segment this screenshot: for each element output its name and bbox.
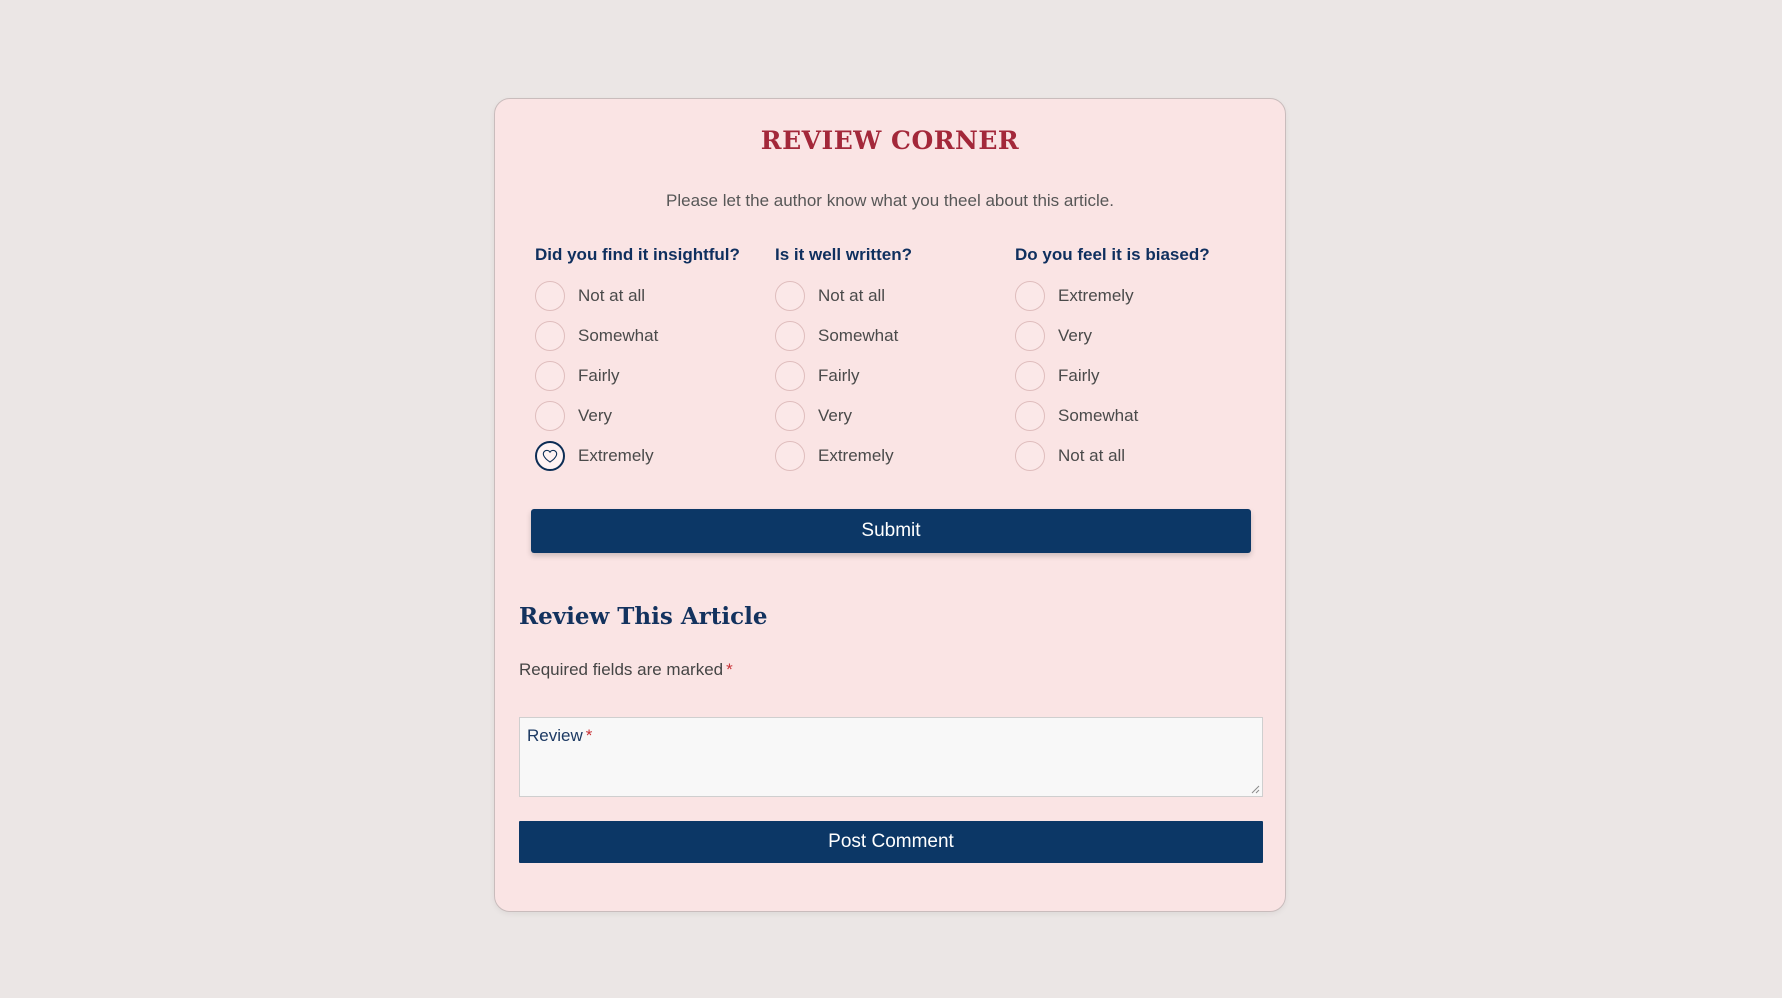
rating-questions (535, 243, 1255, 483)
radio-label: Extremely (578, 446, 654, 465)
radio-button[interactable] (775, 361, 805, 391)
required-fields-note (519, 660, 733, 680)
radio-option[interactable] (1015, 356, 1245, 396)
radio-option-selected[interactable] (535, 436, 765, 476)
radio-label: Not at all (818, 286, 886, 305)
radio-button[interactable] (1015, 441, 1045, 471)
radio-option[interactable] (775, 276, 1005, 316)
radio-label: Fairly (1058, 366, 1100, 385)
radio-label: Not at all (578, 286, 646, 305)
radio-label: Not at all (1058, 446, 1126, 465)
radio-option[interactable] (535, 396, 765, 436)
radio-label: Very (818, 406, 853, 425)
question-biased (1015, 243, 1245, 476)
radio-label: Somewhat (1058, 406, 1139, 425)
review-textarea[interactable] (519, 717, 1263, 797)
question-insightful (535, 243, 765, 476)
radio-option[interactable] (775, 316, 1005, 356)
radio-option[interactable] (775, 396, 1005, 436)
question-title: Did you find it insightful? (535, 245, 740, 264)
required-note-text: Required fields are marked (519, 660, 724, 679)
radio-button[interactable] (1015, 321, 1045, 351)
question-well-written (775, 243, 1005, 476)
radio-button[interactable] (1015, 281, 1045, 311)
required-asterisk: * (585, 726, 593, 745)
radio-option[interactable] (775, 436, 1005, 476)
radio-button[interactable] (775, 401, 805, 431)
radio-button[interactable] (535, 281, 565, 311)
radio-option[interactable] (775, 356, 1005, 396)
submit-button[interactable]: Submit (531, 509, 1251, 553)
radio-label: Very (1058, 326, 1093, 345)
radio-button-selected[interactable] (535, 441, 565, 471)
radio-button[interactable] (775, 441, 805, 471)
radio-label: Extremely (818, 446, 894, 465)
radio-label: Fairly (578, 366, 620, 385)
radio-option[interactable] (1015, 436, 1245, 476)
radio-button[interactable] (535, 401, 565, 431)
required-asterisk: * (726, 660, 733, 679)
radio-button[interactable] (775, 321, 805, 351)
radio-option[interactable] (1015, 396, 1245, 436)
radio-option[interactable] (535, 276, 765, 316)
heart-outline-icon (541, 447, 559, 465)
review-card (494, 98, 1286, 912)
radio-option[interactable] (1015, 316, 1245, 356)
resize-handle-icon[interactable] (1251, 785, 1260, 794)
radio-button[interactable] (775, 281, 805, 311)
radio-button[interactable] (535, 321, 565, 351)
radio-option[interactable] (535, 356, 765, 396)
review-label-text: Review (527, 726, 583, 745)
radio-label: Fairly (818, 366, 860, 385)
radio-button[interactable] (1015, 361, 1045, 391)
radio-label: Somewhat (578, 326, 659, 345)
radio-label: Extremely (1058, 286, 1134, 305)
radio-option[interactable] (1015, 276, 1245, 316)
radio-button[interactable] (535, 361, 565, 391)
radio-button[interactable] (1015, 401, 1045, 431)
review-section-title: Review This Article (519, 603, 768, 630)
radio-option[interactable] (535, 316, 765, 356)
review-field-label (527, 726, 592, 746)
page-title: REVIEW CORNER (760, 126, 1020, 155)
question-title: Is it well written? (775, 245, 912, 264)
radio-label: Very (578, 406, 613, 425)
radio-label: Somewhat (818, 326, 899, 345)
intro-text: Please let the author know what you theel about this article. (666, 191, 1114, 210)
post-comment-button[interactable]: Post Comment (519, 821, 1263, 863)
question-title: Do you feel it is biased? (1015, 245, 1210, 264)
